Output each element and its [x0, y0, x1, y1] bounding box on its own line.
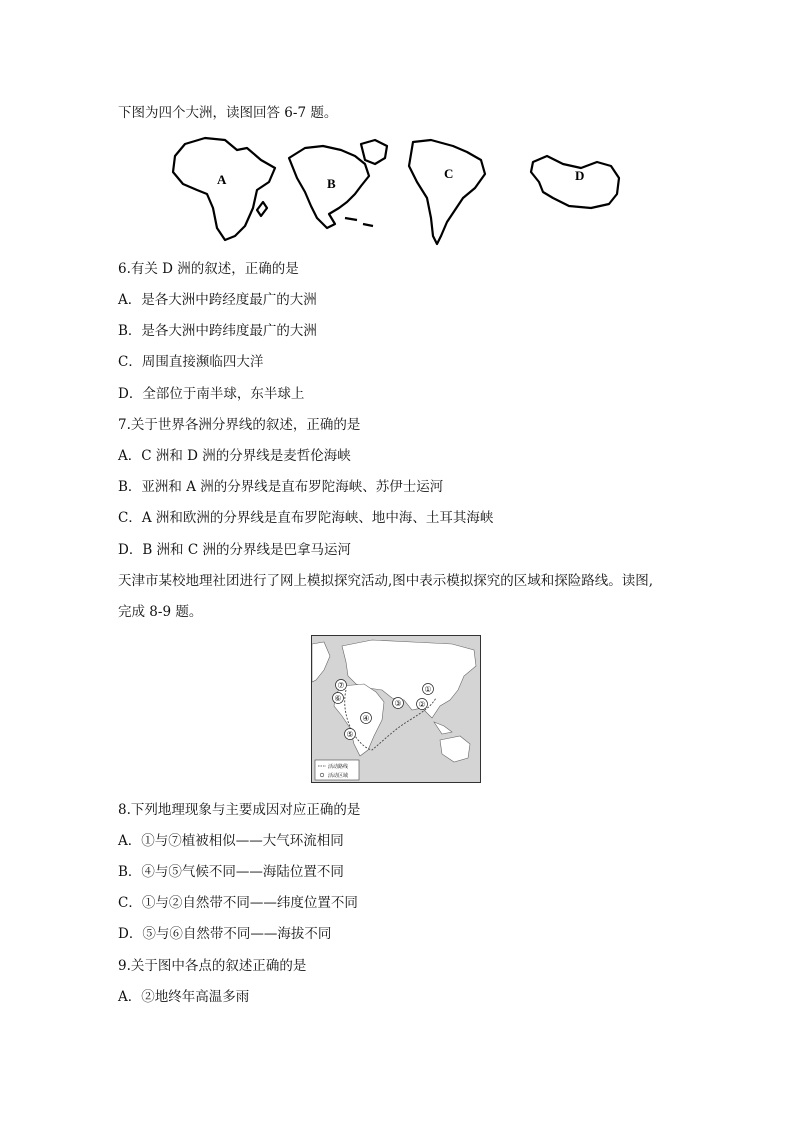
- marker-5: ⑤: [346, 730, 354, 739]
- intro-8-9-line2: 完成 8-9 题。: [118, 604, 203, 620]
- continent-c-outline: [409, 140, 485, 244]
- marker-3: ③: [394, 699, 402, 708]
- q6-option-c: C．周围直接濒临四大洋: [118, 354, 264, 370]
- q8-option-a: A．①与⑦植被相似——大气环流相同: [118, 833, 344, 849]
- q6-option-d: D．全部位于南半球，东半球上: [118, 386, 305, 402]
- continent-label-a: A: [217, 172, 227, 187]
- continent-label-d: D: [575, 168, 585, 183]
- q9-option-a: A．②地终年高温多雨: [118, 989, 250, 1005]
- marker-4: ④: [362, 714, 370, 723]
- q7-option-a: A．C 洲和 D 洲的分界线是麦哲伦海峡: [118, 448, 351, 464]
- q6-stem: 6.有关 D 洲的叙述，正确的是: [118, 261, 299, 277]
- greenland-outline: [361, 140, 387, 164]
- q8-stem: 8.下列地理现象与主要成因对应正确的是: [118, 802, 361, 818]
- q7-option-c: C．A 洲和欧洲的分界线是直布罗陀海峡、地中海、土耳其海峡: [118, 510, 494, 526]
- legend-area-symbol: [320, 773, 324, 777]
- q6-option-a: A．是各大洲中跨经度最广的大洲: [118, 292, 317, 308]
- q8-option-b: B．④与⑤气候不同——海陆位置不同: [118, 864, 344, 880]
- continent-label-c: C: [444, 166, 454, 181]
- legend-route-label: 活动路线: [328, 764, 349, 770]
- q7-option-d: D．B 洲和 C 洲的分界线是巴拿马运河: [118, 542, 351, 558]
- continent-label-b: B: [327, 176, 336, 191]
- marker-1: ①: [424, 685, 432, 694]
- madagascar-outline: [257, 202, 267, 216]
- legend-area-label: 活动区域: [328, 773, 349, 779]
- q6-option-b: B．是各大洲中跨纬度最广的大洲: [118, 323, 317, 339]
- marker-2: ②: [418, 700, 426, 709]
- q7-stem: 7.关于世界各洲分界线的叙述，正确的是: [118, 417, 361, 433]
- q8-option-d: D．⑤与⑥自然带不同——海拔不同: [118, 926, 332, 942]
- q8-option-c: C．①与②自然带不同——纬度位置不同: [118, 895, 358, 911]
- intro-8-9-line1: 天津市某校地理社团进行了网上模拟探究活动,图中表示模拟探究的区域和探险路线。读图,: [118, 573, 654, 589]
- world-map-figure: [311, 635, 481, 783]
- marker-7: ⑦: [337, 681, 345, 690]
- marker-6: ⑥: [334, 694, 342, 703]
- intro-6-7: 下图为四个大洲，读图回答 6-7 题。: [118, 105, 338, 121]
- continent-a-outline: [173, 138, 275, 240]
- q9-stem: 9.关于图中各点的叙述正确的是: [118, 958, 307, 974]
- q7-option-b: B．亚洲和 A 洲的分界线是直布罗陀海峡、苏伊士运河: [118, 479, 444, 495]
- continents-figure: [165, 132, 635, 250]
- caribbean-outline: [345, 218, 373, 226]
